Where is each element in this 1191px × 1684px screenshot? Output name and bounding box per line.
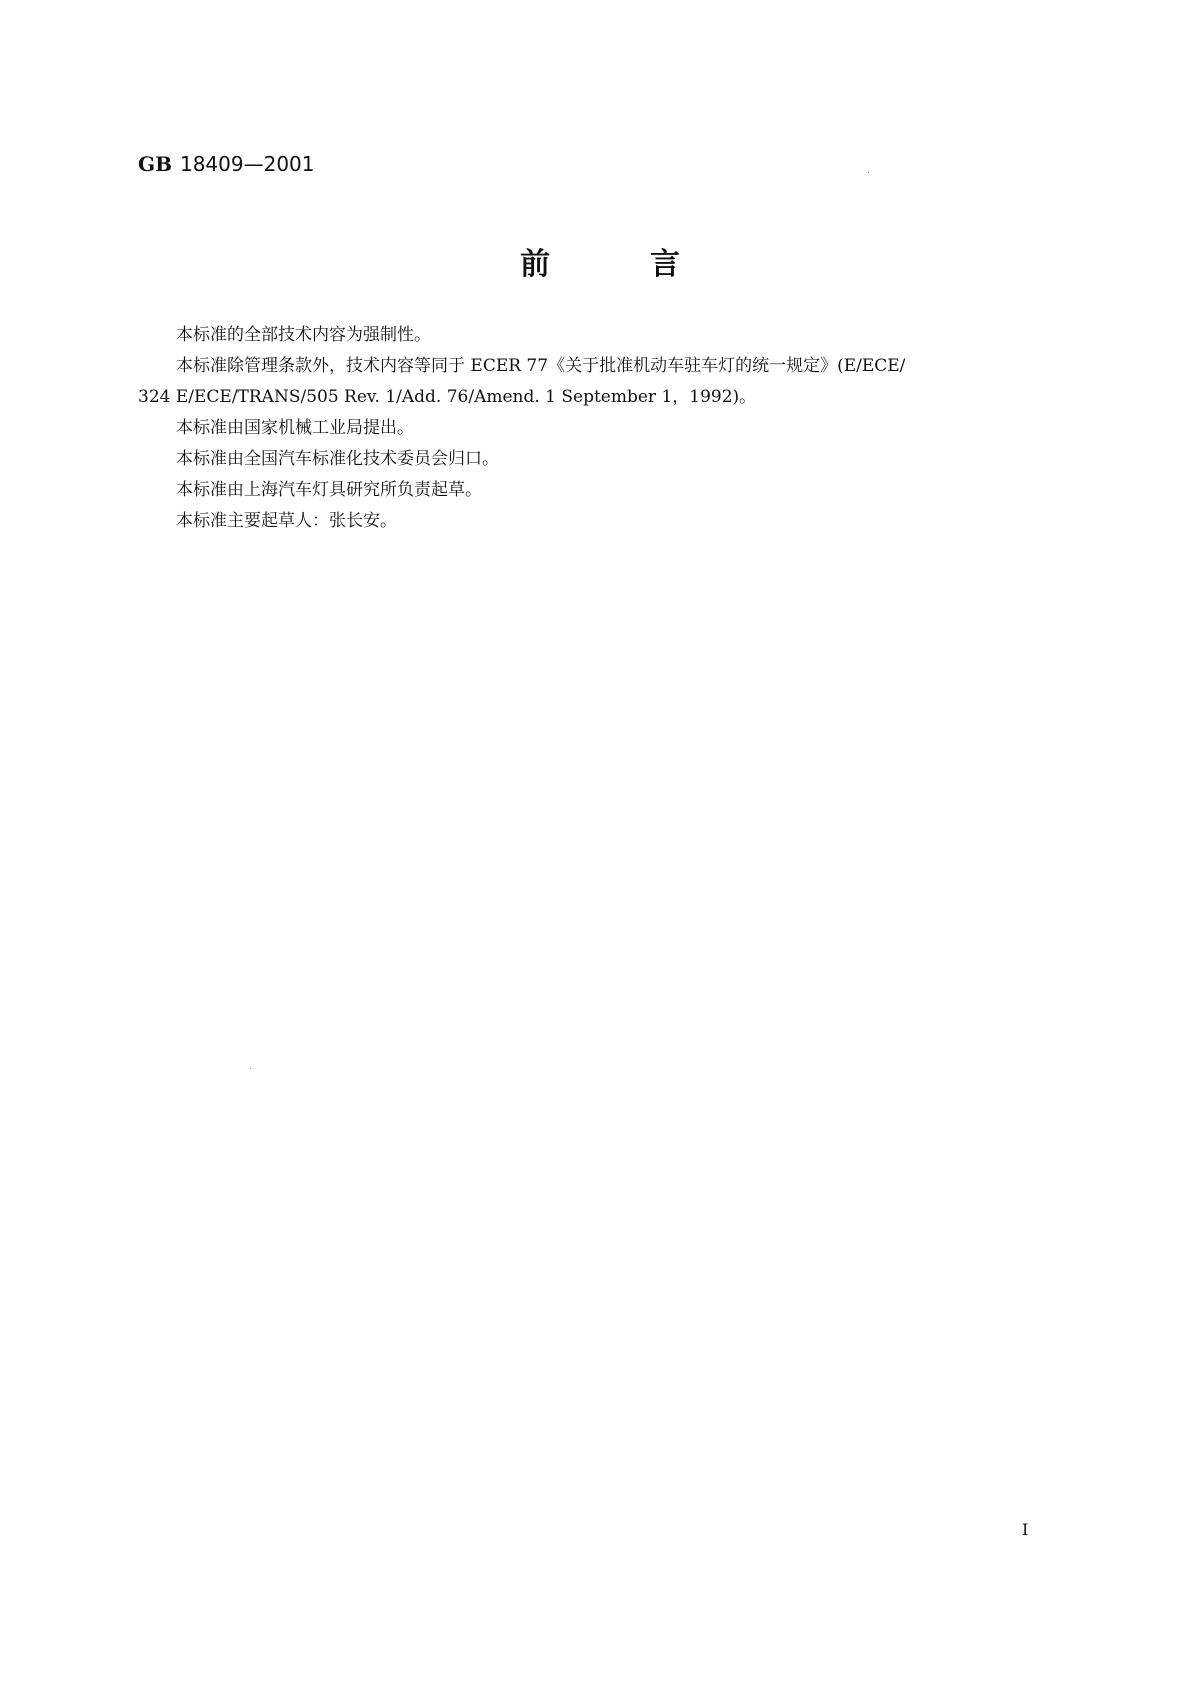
page-title xyxy=(520,247,680,283)
paragraph-mandatory: 本标准的全部技术内容为强制性。 xyxy=(176,325,431,345)
standard-prefix: GB xyxy=(138,152,172,176)
paragraph-equivalence-continued: 324 E/ECE/TRANS/505 Rev. 1/Add. 76/Amend. 1 September 1，1992)。 xyxy=(138,387,757,407)
paragraph-centralized-by: 本标准由全国汽车标准化技术委员会归口。 xyxy=(176,449,499,469)
paragraph-drafted-by: 本标准由上海汽车灯具研究所负责起草。 xyxy=(176,480,482,500)
title-char-2: 言 xyxy=(650,247,680,282)
title-char-1: 前 xyxy=(520,247,550,282)
scan-speck xyxy=(250,1068,251,1069)
foreword-body xyxy=(138,320,1058,537)
paragraph-proposed-by: 本标准由国家机械工业局提出。 xyxy=(176,418,414,438)
standard-number: 18409—2001 xyxy=(179,152,315,176)
standard-code xyxy=(138,152,315,176)
paragraph-equivalence: 本标准除管理条款外，技术内容等同于 ECER 77《关于批准机动车驻车灯的统一规定》(E/ECE/ xyxy=(176,356,906,376)
page-number: I xyxy=(1022,1520,1029,1539)
paragraph-main-drafter: 本标准主要起草人：张长安。 xyxy=(176,511,397,531)
scan-speck xyxy=(868,172,869,173)
